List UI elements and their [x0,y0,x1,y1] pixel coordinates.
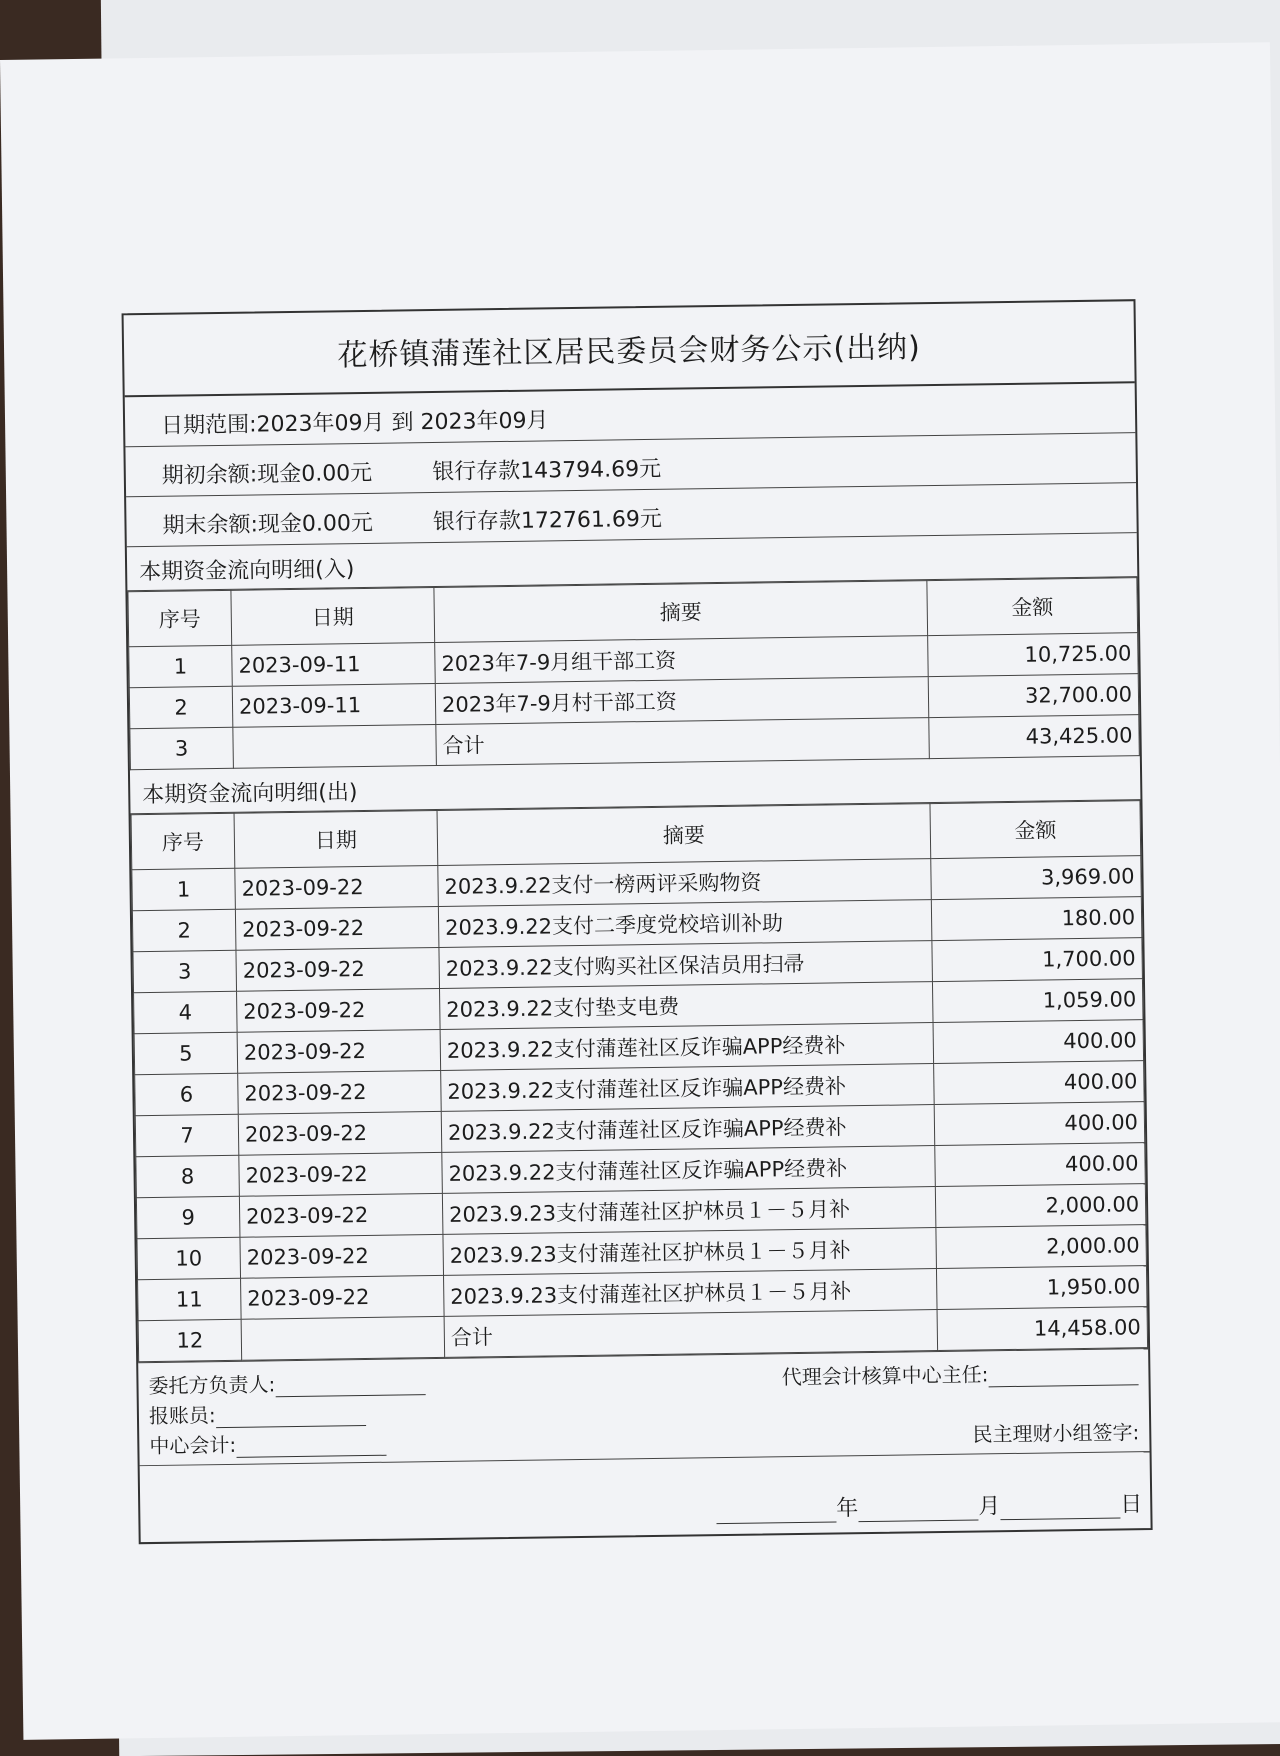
row-description: 2023.9.22支付蒲莲社区反诈骗APP经费补 [442,1146,936,1194]
row-description: 2023.9.22支付一榜两评采购物资 [438,859,932,907]
row-date: 2023-09-22 [237,1029,441,1073]
row-index: 12 [138,1319,242,1361]
col-header-idx: 序号 [131,813,235,869]
row-date: 2023-09-22 [235,865,439,909]
row-description: 2023.9.23支付蒲莲社区护林员１－５月补 [442,1187,936,1235]
opening-label: 期初余额: [161,462,258,489]
row-description: 2023.9.22支付二季度党校培训补助 [438,900,932,948]
row-index: 3 [133,950,237,992]
col-header-amount: 金额 [930,801,1141,859]
finance-group-label: 民主理财小组签字: [972,1419,1140,1447]
expense-table [131,800,1149,1362]
row-amount: 10,725.00 [928,633,1139,677]
date-range-value: 2023年09月 到 2023年09月 [256,408,549,438]
row-date: 2023-09-11 [232,683,436,727]
row-index: 1 [132,868,236,910]
row-date [233,724,437,768]
row-amount: 400.00 [934,1061,1145,1105]
day-blank [1000,1500,1120,1521]
row-description: 2023.9.22支付蒲莲社区反诈骗APP经费补 [440,1023,934,1071]
closing-bank: 银行存款172761.69元 [432,506,663,535]
row-index: 6 [135,1073,239,1115]
row-date [241,1316,445,1360]
row-description: 合计 [436,718,930,766]
row-date: 2023-09-22 [238,1111,442,1155]
closing-label: 期末余额: [162,512,259,539]
sign-date-line [140,1451,1151,1542]
income-section-title: 本期资金流向明细(入) [127,533,1138,591]
opening-bank: 银行存款143794.69元 [432,456,662,486]
row-amount: 400.00 [935,1143,1146,1187]
col-header-amount: 金额 [927,578,1138,636]
center-accountant-blank [236,1436,386,1457]
month-label: 月 [978,1494,1001,1520]
row-amount: 1,700.00 [932,938,1143,982]
row-index: 7 [135,1114,239,1156]
day-label: 日 [1120,1492,1143,1518]
row-date: 2023-09-22 [235,906,439,950]
expense-section-title: 本期资金流向明细(出) [130,756,1141,814]
row-amount: 43,425.00 [929,715,1140,759]
agency-director-blank [988,1366,1138,1387]
year-label: 年 [836,1496,859,1522]
row-date: 2023-09-22 [241,1275,445,1319]
col-header-date: 日期 [231,587,435,645]
row-description: 2023.9.22支付蒲莲社区反诈骗APP经费补 [441,1105,935,1153]
row-description: 2023.9.22支付购买社区保洁员用扫帚 [439,941,933,989]
row-amount: 400.00 [934,1102,1145,1146]
row-date: 2023-09-22 [240,1234,444,1278]
reimburser-label: 报账员: [148,1402,216,1428]
row-date: 2023-09-22 [236,947,440,991]
income-table [127,577,1139,770]
row-date: 2023-09-22 [238,1070,442,1114]
row-amount: 1,950.00 [936,1266,1147,1310]
row-description: 2023年7-9月组干部工资 [435,636,929,684]
paper-sheet [0,42,1280,1740]
col-header-date: 日期 [234,810,438,868]
year-blank [716,1503,836,1524]
col-header-desc: 摘要 [434,581,928,643]
reimburser-blank [216,1407,366,1428]
row-description: 2023.9.23支付蒲莲社区护林员１－５月补 [443,1228,937,1276]
row-description: 2023.9.23支付蒲莲社区护林员１－５月补 [444,1269,938,1317]
row-description: 2023.9.22支付垫支电费 [440,982,934,1030]
row-index: 11 [138,1278,242,1320]
row-date: 2023-09-22 [237,988,441,1032]
closing-cash: 现金0.00元 [257,510,374,538]
row-amount: 400.00 [933,1020,1144,1064]
row-index: 10 [137,1237,241,1279]
row-date: 2023-09-22 [239,1152,443,1196]
row-description: 合计 [444,1310,938,1358]
row-amount: 3,969.00 [931,856,1142,900]
page-title: 花桥镇蒲莲社区居民委员会财务公示(出纳) [124,301,1135,397]
client-head-blank [275,1376,425,1397]
agency-director-label: 代理会计核算中心主任: [781,1361,989,1389]
row-amount: 1,059.00 [932,979,1143,1023]
date-range-label: 日期范围: [160,412,257,439]
row-index: 8 [136,1155,240,1197]
row-description: 2023.9.22支付蒲莲社区反诈骗APP经费补 [441,1064,935,1112]
row-index: 1 [129,645,233,687]
row-index: 3 [130,727,234,769]
row-index: 2 [132,909,236,951]
row-description: 2023年7-9月村干部工资 [435,677,929,725]
row-index: 5 [134,1032,238,1074]
client-head-label: 委托方负责人: [148,1371,276,1398]
col-header-desc: 摘要 [437,804,931,866]
center-accountant-label: 中心会计: [149,1432,237,1458]
row-date: 2023-09-11 [232,642,436,686]
row-date: 2023-09-22 [239,1193,443,1237]
row-amount: 180.00 [931,897,1142,941]
row-amount: 2,000.00 [936,1225,1147,1269]
signature-area [138,1348,1149,1465]
row-amount: 32,700.00 [928,674,1139,718]
finance-form [122,299,1153,1544]
row-index: 4 [134,991,238,1033]
col-header-idx: 序号 [128,590,232,646]
opening-cash: 现金0.00元 [257,460,373,488]
row-index: 2 [129,686,233,728]
row-index: 9 [136,1196,240,1238]
month-blank [858,1501,978,1522]
row-amount: 2,000.00 [935,1184,1146,1228]
row-amount: 14,458.00 [937,1307,1148,1351]
